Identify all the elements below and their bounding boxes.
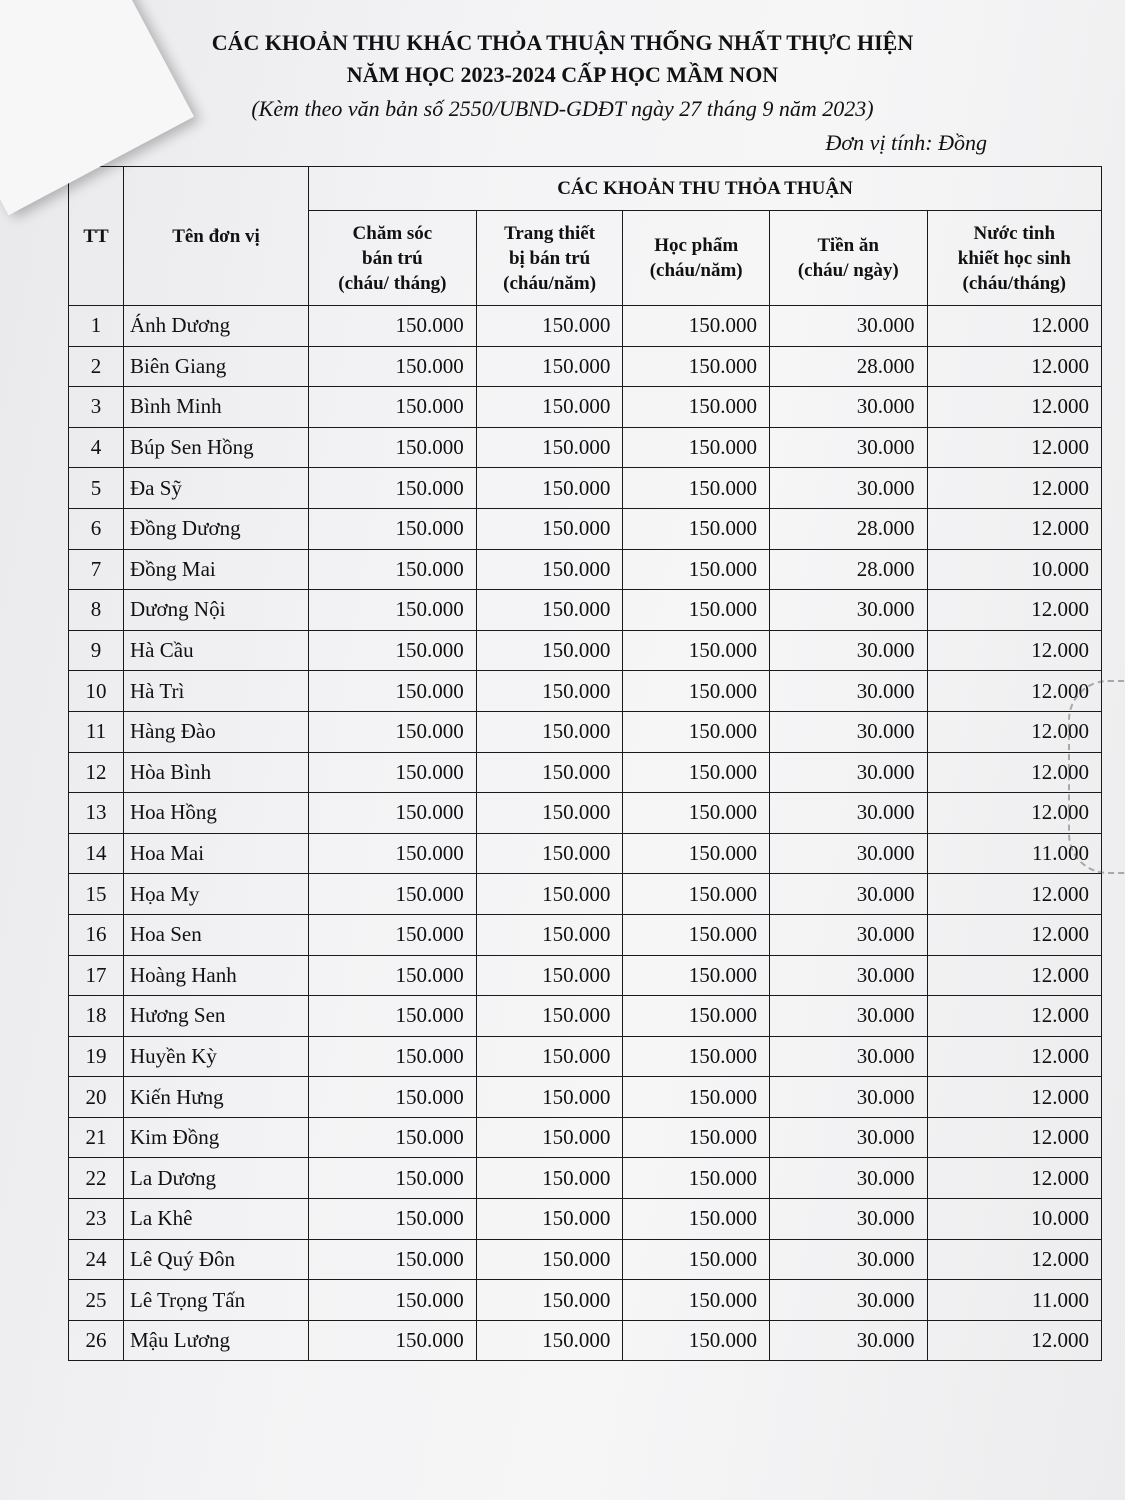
unit-name: Mậu Lương [124, 1320, 309, 1361]
unit-name: Hoàng Hanh [124, 955, 309, 996]
fee-value: 150.000 [309, 1199, 477, 1240]
fee-value: 150.000 [309, 549, 477, 590]
fee-value: 30.000 [769, 1239, 927, 1280]
fee-value: 150.000 [623, 1320, 770, 1361]
fee-value: 150.000 [309, 468, 477, 509]
fee-value: 12.000 [927, 1036, 1101, 1077]
col-header-line: (cháu/năm) [649, 260, 743, 281]
unit-name: Hoa Sen [124, 914, 309, 955]
table-row [69, 306, 1102, 347]
table-row [69, 427, 1102, 468]
fee-value: 150.000 [309, 630, 477, 671]
fee-value: 12.000 [927, 1077, 1101, 1118]
unit-name: Hàng Đào [124, 711, 309, 752]
table-row [69, 1117, 1102, 1158]
fee-value: 12.000 [927, 793, 1101, 834]
fee-value: 150.000 [623, 1280, 770, 1321]
fee-value: 28.000 [769, 549, 927, 590]
table-row [69, 752, 1102, 793]
fee-value: 150.000 [623, 346, 770, 387]
unit-name: Dương Nội [124, 590, 309, 631]
table-row [69, 1199, 1102, 1240]
fee-value: 150.000 [623, 711, 770, 752]
table-row [69, 914, 1102, 955]
col-header-line: Học phẩm [654, 235, 739, 256]
fee-value: 10.000 [927, 549, 1101, 590]
unit-name: Kim Đồng [124, 1117, 309, 1158]
row-index: 6 [69, 508, 124, 549]
fee-value: 150.000 [476, 955, 623, 996]
row-index: 10 [69, 671, 124, 712]
fee-value: 12.000 [927, 1117, 1101, 1158]
unit-name: Họa My [124, 874, 309, 915]
fee-value: 150.000 [476, 671, 623, 712]
table-row [69, 468, 1102, 509]
col-header-2 [623, 211, 770, 306]
unit-name: Hương Sen [124, 996, 309, 1037]
fee-value: 12.000 [927, 874, 1101, 915]
fee-value: 150.000 [623, 387, 770, 428]
col-header-4 [927, 211, 1101, 306]
fee-value: 30.000 [769, 1158, 927, 1199]
fee-value: 150.000 [476, 1117, 623, 1158]
fee-value: 150.000 [623, 508, 770, 549]
fee-value: 30.000 [769, 671, 927, 712]
fee-value: 150.000 [623, 590, 770, 631]
fee-value: 150.000 [476, 914, 623, 955]
table-row [69, 1077, 1102, 1118]
fee-value: 150.000 [476, 1239, 623, 1280]
group-header: CÁC KHOẢN THU THỎA THUẬN [309, 167, 1102, 211]
unit-name: Đa Sỹ [124, 468, 309, 509]
fee-value: 150.000 [476, 1077, 623, 1118]
col-header-line: bán trú [362, 247, 423, 269]
fee-value: 150.000 [476, 346, 623, 387]
table-row [69, 508, 1102, 549]
fee-value: 150.000 [309, 1158, 477, 1199]
col-header-line: (cháu/ tháng) [338, 272, 447, 294]
fee-value: 28.000 [769, 346, 927, 387]
col-header-tt: TT [69, 167, 124, 306]
fee-value: 150.000 [623, 1239, 770, 1280]
fee-value: 150.000 [476, 1280, 623, 1321]
table-row [69, 549, 1102, 590]
fee-value: 30.000 [769, 711, 927, 752]
fee-value: 150.000 [309, 793, 477, 834]
unit-name: Hoa Mai [124, 833, 309, 874]
fee-value: 150.000 [623, 874, 770, 915]
fee-value: 12.000 [927, 630, 1101, 671]
fee-value: 12.000 [927, 306, 1101, 347]
fee-value: 150.000 [476, 874, 623, 915]
fee-value: 150.000 [476, 1199, 623, 1240]
fee-value: 12.000 [927, 1158, 1101, 1199]
fee-value: 30.000 [769, 590, 927, 631]
fee-value: 150.000 [476, 590, 623, 631]
fee-value: 150.000 [623, 671, 770, 712]
fee-value: 30.000 [769, 793, 927, 834]
col-header-name: Tên đơn vị [124, 167, 309, 306]
table-row [69, 1036, 1102, 1077]
fee-value: 150.000 [309, 711, 477, 752]
fee-value: 12.000 [927, 711, 1101, 752]
unit-name: La Dương [124, 1158, 309, 1199]
fee-value: 150.000 [309, 1117, 477, 1158]
fee-value: 12.000 [927, 387, 1101, 428]
fee-value: 30.000 [769, 955, 927, 996]
fee-value: 150.000 [476, 711, 623, 752]
fee-value: 150.000 [309, 752, 477, 793]
fee-value: 12.000 [927, 427, 1101, 468]
fee-value: 150.000 [623, 833, 770, 874]
row-index: 5 [69, 468, 124, 509]
fee-value: 30.000 [769, 996, 927, 1037]
fee-value: 150.000 [623, 752, 770, 793]
fee-value: 30.000 [769, 874, 927, 915]
currency-unit-note: Đơn vị tính: Đồng [825, 130, 987, 155]
row-index: 3 [69, 387, 124, 428]
fee-value: 12.000 [927, 1320, 1101, 1361]
row-index: 26 [69, 1320, 124, 1361]
table-row [69, 590, 1102, 631]
row-index: 20 [69, 1077, 124, 1118]
fee-value: 12.000 [927, 996, 1101, 1037]
unit-name: Lê Quý Đôn [124, 1239, 309, 1280]
table-row [69, 630, 1102, 671]
fee-value: 150.000 [309, 387, 477, 428]
table-row [69, 387, 1102, 428]
fee-value: 30.000 [769, 387, 927, 428]
col-header-0 [309, 211, 477, 306]
row-index: 22 [69, 1158, 124, 1199]
fee-value: 30.000 [769, 1117, 927, 1158]
unit-name: Huyền Kỳ [124, 1036, 309, 1077]
fee-value: 28.000 [769, 508, 927, 549]
fee-value: 30.000 [769, 1280, 927, 1321]
stamp-mark [1068, 680, 1125, 874]
fee-value: 150.000 [623, 1036, 770, 1077]
fee-value: 150.000 [476, 549, 623, 590]
fee-value: 150.000 [623, 1199, 770, 1240]
fee-value: 30.000 [769, 468, 927, 509]
fee-value: 150.000 [476, 387, 623, 428]
fee-value: 150.000 [623, 1117, 770, 1158]
row-index: 21 [69, 1117, 124, 1158]
col-header-line: khiết học sinh [957, 247, 1071, 269]
col-header-line: (cháu/năm) [503, 272, 597, 294]
fee-value: 150.000 [309, 874, 477, 915]
fee-value: 150.000 [309, 427, 477, 468]
fee-value: 150.000 [476, 1036, 623, 1077]
fee-value: 150.000 [309, 306, 477, 347]
unit-name: Bình Minh [124, 387, 309, 428]
unit-name: Hòa Bình [124, 752, 309, 793]
unit-name: La Khê [124, 1199, 309, 1240]
table-row [69, 874, 1102, 915]
fee-value: 30.000 [769, 1320, 927, 1361]
document-subtitle: (Kèm theo văn bản số 2550/UBND-GDĐT ngày 27 tháng 9 năm 2023) [251, 96, 874, 121]
fee-value: 150.000 [309, 508, 477, 549]
fee-value: 150.000 [476, 996, 623, 1037]
fee-value: 150.000 [623, 427, 770, 468]
table-row [69, 793, 1102, 834]
fee-value: 12.000 [927, 590, 1101, 631]
table-row [69, 1280, 1102, 1321]
fee-value: 150.000 [309, 590, 477, 631]
document-title-line2: NĂM HỌC 2023-2024 CẤP HỌC MẦM NON [346, 62, 779, 87]
row-index: 13 [69, 793, 124, 834]
table-row [69, 711, 1102, 752]
fee-value: 12.000 [927, 1239, 1101, 1280]
fees-table [68, 166, 1102, 1361]
row-index: 1 [69, 306, 124, 347]
table-row [69, 955, 1102, 996]
fee-value: 150.000 [309, 914, 477, 955]
fee-value: 150.000 [623, 1077, 770, 1118]
fee-value: 11.000 [927, 833, 1101, 874]
col-header-line: Tiền ăn [817, 235, 879, 256]
unit-name: Hà Trì [124, 671, 309, 712]
row-index: 24 [69, 1239, 124, 1280]
fee-value: 10.000 [927, 1199, 1101, 1240]
col-header-1 [476, 211, 623, 306]
fee-value: 11.000 [927, 1280, 1101, 1321]
unit-name: Biên Giang [124, 346, 309, 387]
fee-value: 12.000 [927, 468, 1101, 509]
unit-name: Búp Sen Hồng [124, 427, 309, 468]
row-index: 8 [69, 590, 124, 631]
fee-value: 150.000 [476, 752, 623, 793]
unit-name: Hà Cầu [124, 630, 309, 671]
fee-value: 150.000 [623, 549, 770, 590]
fee-value: 150.000 [309, 833, 477, 874]
row-index: 2 [69, 346, 124, 387]
fee-value: 30.000 [769, 1036, 927, 1077]
fee-value: 150.000 [309, 1077, 477, 1118]
fee-value: 30.000 [769, 833, 927, 874]
row-index: 9 [69, 630, 124, 671]
table-row [69, 1239, 1102, 1280]
unit-name: Ánh Dương [124, 306, 309, 347]
fee-value: 150.000 [623, 914, 770, 955]
row-index: 23 [69, 1199, 124, 1240]
row-index: 16 [69, 914, 124, 955]
col-header-line: bị bán trú [508, 247, 591, 269]
fee-value: 150.000 [476, 793, 623, 834]
table-row [69, 346, 1102, 387]
row-index: 15 [69, 874, 124, 915]
col-header-line: Trang thiết [504, 222, 596, 244]
fee-value: 150.000 [309, 1036, 477, 1077]
unit-name: Hoa Hồng [124, 793, 309, 834]
unit-name: Kiến Hưng [124, 1077, 309, 1118]
fee-value: 30.000 [769, 1077, 927, 1118]
fee-value: 30.000 [769, 752, 927, 793]
fee-value: 150.000 [623, 630, 770, 671]
fee-value: 150.000 [623, 996, 770, 1037]
fee-value: 12.000 [927, 508, 1101, 549]
row-index: 11 [69, 711, 124, 752]
fee-value: 150.000 [476, 468, 623, 509]
fee-value: 12.000 [927, 955, 1101, 996]
row-index: 12 [69, 752, 124, 793]
col-header-3 [769, 211, 927, 306]
fee-value: 150.000 [309, 671, 477, 712]
fee-value: 150.000 [309, 1320, 477, 1361]
fee-value: 150.000 [476, 508, 623, 549]
fee-value: 30.000 [769, 306, 927, 347]
col-header-line: (cháu/tháng) [962, 272, 1066, 294]
fee-value: 12.000 [927, 752, 1101, 793]
fee-value: 150.000 [476, 630, 623, 671]
unit-name: Đồng Dương [124, 508, 309, 549]
fee-value: 30.000 [769, 1199, 927, 1240]
row-index: 14 [69, 833, 124, 874]
col-header-line: (cháu/ ngày) [797, 260, 899, 281]
unit-name: Lê Trọng Tấn [124, 1280, 309, 1321]
fee-value: 150.000 [476, 1158, 623, 1199]
fee-value: 150.000 [623, 793, 770, 834]
table-row [69, 671, 1102, 712]
table-row [69, 1320, 1102, 1361]
fee-value: 150.000 [623, 306, 770, 347]
row-index: 19 [69, 1036, 124, 1077]
fee-value: 12.000 [927, 346, 1101, 387]
row-index: 7 [69, 549, 124, 590]
table-row [69, 996, 1102, 1037]
fee-value: 150.000 [476, 1320, 623, 1361]
fee-value: 150.000 [623, 1158, 770, 1199]
fee-value: 150.000 [623, 468, 770, 509]
fee-value: 150.000 [309, 1239, 477, 1280]
fee-value: 30.000 [769, 630, 927, 671]
col-header-line: Chăm sóc [352, 222, 433, 244]
unit-name: Đồng Mai [124, 549, 309, 590]
table-row [69, 833, 1102, 874]
fee-value: 150.000 [623, 955, 770, 996]
fee-value: 12.000 [927, 671, 1101, 712]
fee-value: 150.000 [309, 346, 477, 387]
col-header-line: Nước tinh [973, 222, 1056, 244]
row-index: 17 [69, 955, 124, 996]
fee-value: 150.000 [309, 1280, 477, 1321]
fee-value: 150.000 [476, 306, 623, 347]
fee-value: 150.000 [476, 427, 623, 468]
fee-value: 150.000 [476, 833, 623, 874]
document-title-line1: CÁC KHOẢN THU KHÁC THỎA THUẬN THỐNG NHẤT THỰC HIỆN [211, 30, 914, 55]
row-index: 4 [69, 427, 124, 468]
fee-value: 150.000 [309, 955, 477, 996]
row-index: 25 [69, 1280, 124, 1321]
fee-value: 30.000 [769, 914, 927, 955]
fee-value: 150.000 [309, 996, 477, 1037]
row-index: 18 [69, 996, 124, 1037]
table-row [69, 1158, 1102, 1199]
fee-value: 12.000 [927, 914, 1101, 955]
fee-value: 30.000 [769, 427, 927, 468]
